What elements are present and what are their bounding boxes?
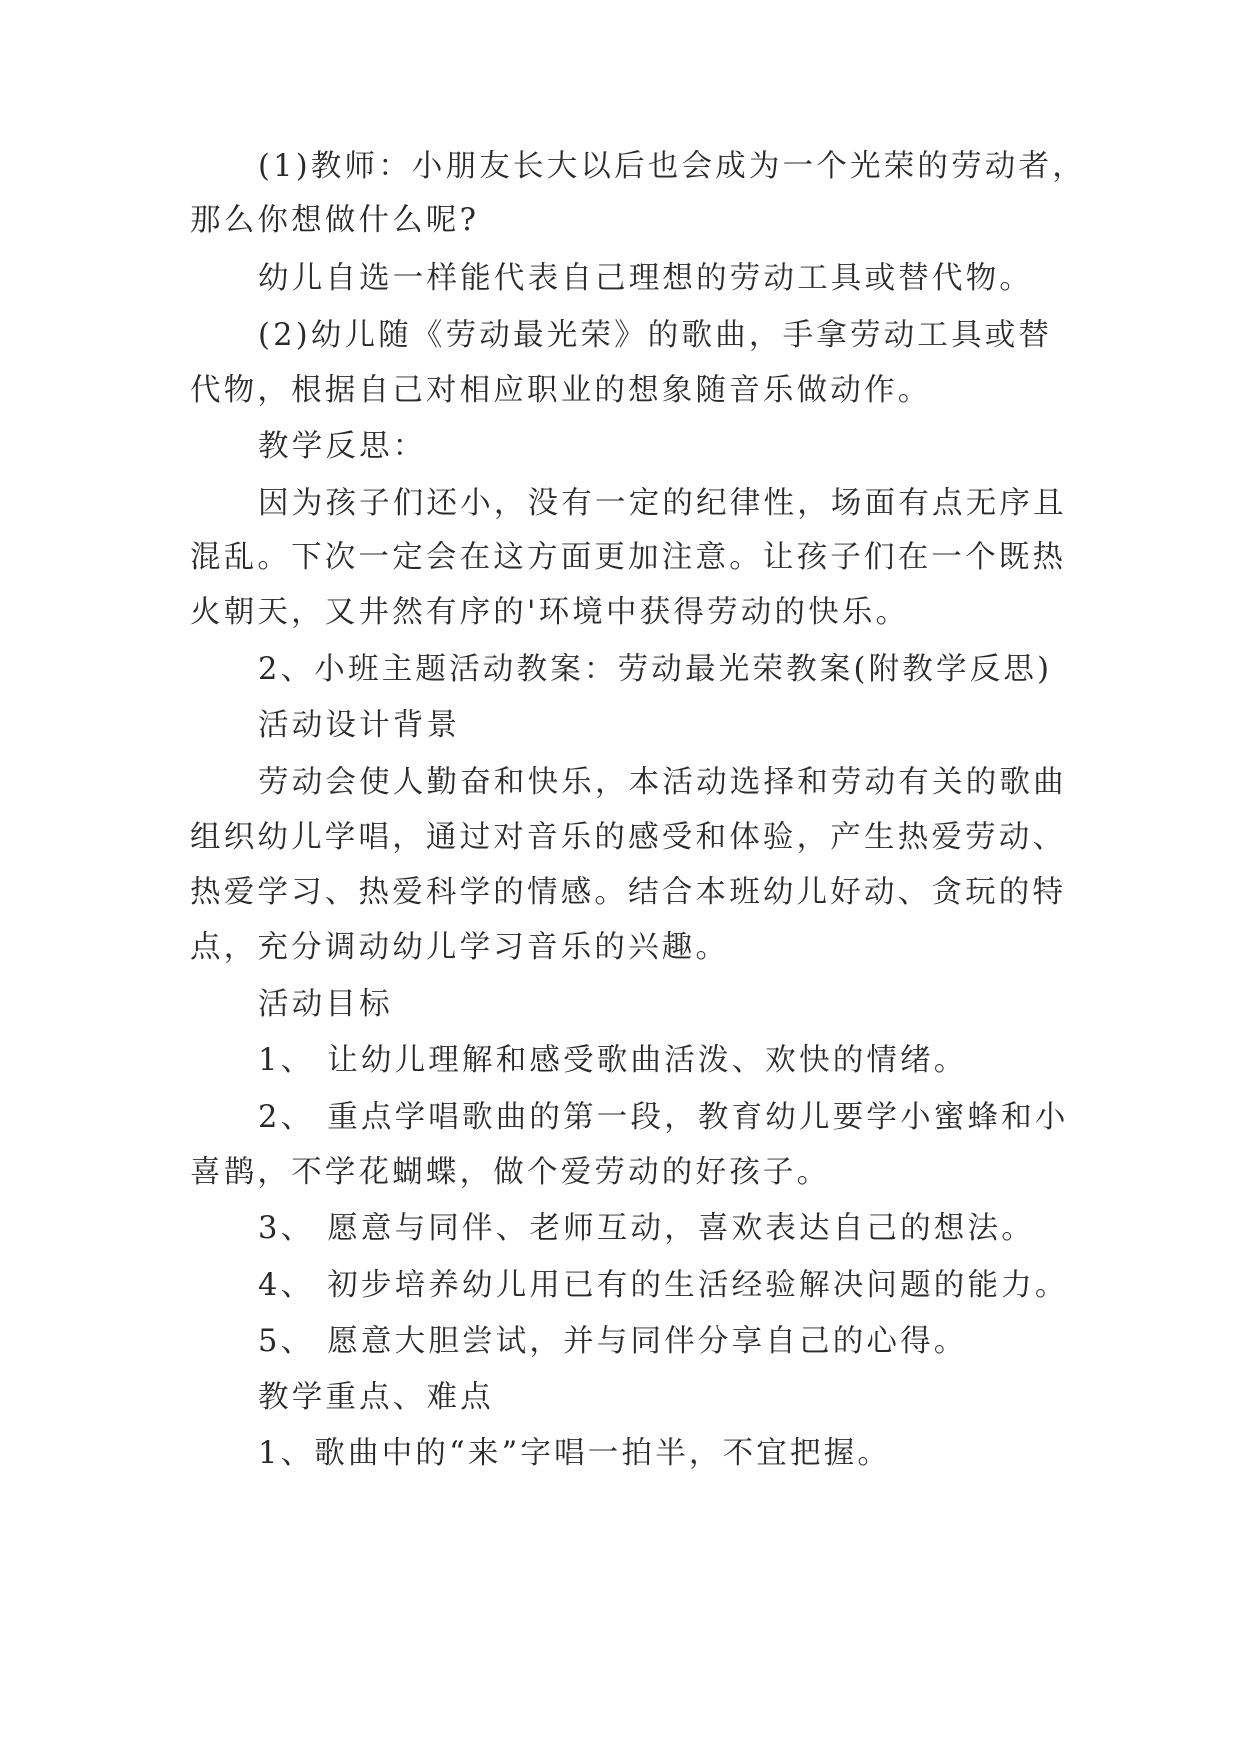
- text-line: 火朝天，又井然有序的'环境中获得劳动的快乐。: [190, 595, 910, 630]
- text-line: 那么你想做什么呢?: [190, 203, 480, 238]
- list-item: 1、 让幼儿理解和感受歌曲活泼、欢快的情绪。: [258, 1043, 968, 1078]
- text-line: (1)教师：小朋友长大以后也会成为一个光荣的劳动者，: [258, 149, 1086, 184]
- list-item: 1、歌曲中的“来”字唱一拍半，不宜把握。: [258, 1436, 892, 1471]
- list-item: 2、 重点学唱歌曲的第一段，教育幼儿要学小蜜蜂和小: [258, 1100, 1069, 1135]
- text-line: 喜鹊，不学花蝴蝶，做个爱劳动的好孩子。: [190, 1155, 831, 1190]
- section-heading: 2、小班主题活动教案：劳动最光荣教案(附教学反思): [258, 652, 1053, 687]
- section-heading: 教学反思：: [258, 429, 427, 464]
- text-line: (2)幼儿随《劳动最光荣》的歌曲，手拿劳动工具或替: [258, 318, 1053, 353]
- list-item: 5、 愿意大胆尝试，并与同伴分享自己的心得。: [258, 1324, 968, 1359]
- text-line: 组织幼儿学唱，通过对音乐的感受和体验，产生热爱劳动、: [190, 820, 1067, 855]
- text-line: 劳动会使人勤奋和快乐，本活动选择和劳动有关的歌曲: [258, 765, 1067, 800]
- text-line: 幼儿自选一样能代表自己理想的劳动工具或替代物。: [258, 261, 1034, 296]
- section-heading: 活动目标: [258, 987, 393, 1022]
- list-item: 4、 初步培养幼儿用已有的生活经验解决问题的能力。: [258, 1268, 1069, 1303]
- text-line: 点，充分调动幼儿学习音乐的兴趣。: [190, 930, 730, 965]
- text-line: 热爱学习、热爱科学的情感。结合本班幼儿好动、贪玩的特: [190, 875, 1067, 910]
- text-line: 代物，根据自己对相应职业的想象随音乐做动作。: [190, 373, 932, 408]
- section-heading: 教学重点、难点: [258, 1380, 494, 1415]
- text-line: 因为孩子们还小，没有一定的纪律性，场面有点无序且: [258, 486, 1067, 521]
- list-item: 3、 愿意与同伴、老师互动，喜欢表达自己的想法。: [258, 1211, 1035, 1246]
- section-heading: 活动设计背景: [258, 708, 461, 743]
- text-line: 混乱。下次一定会在这方面更加注意。让孩子们在一个既热: [190, 540, 1067, 575]
